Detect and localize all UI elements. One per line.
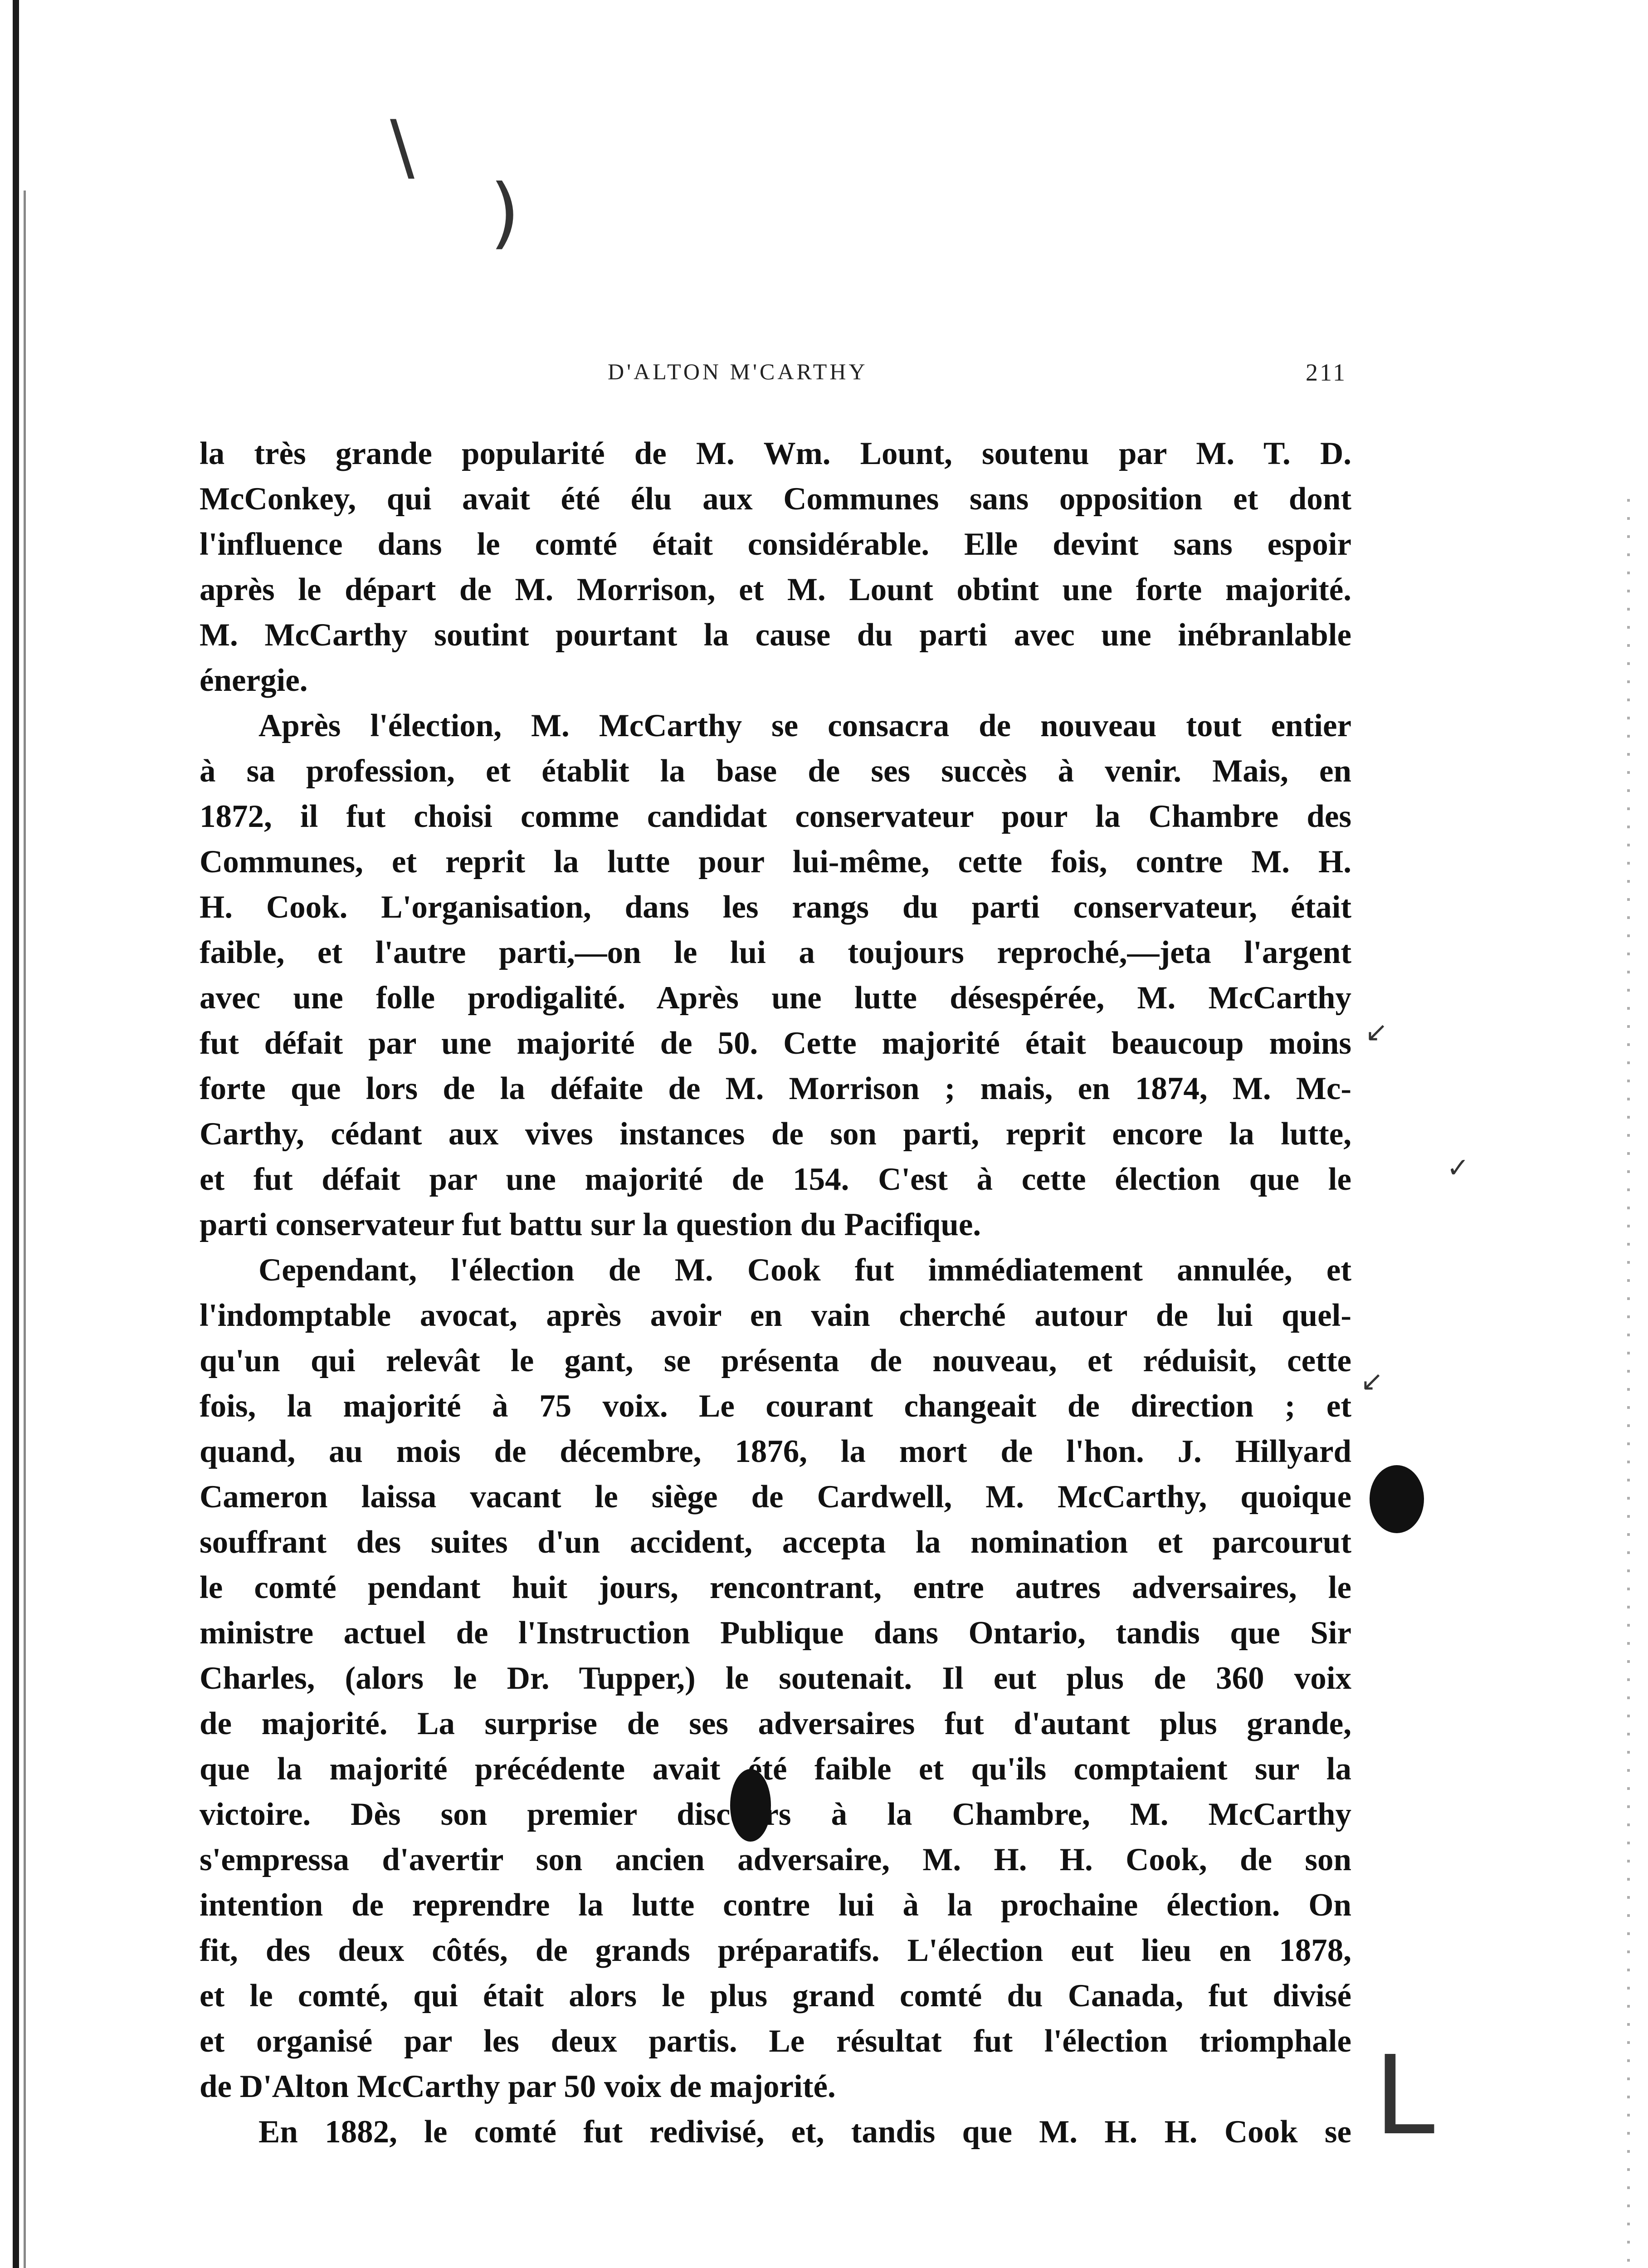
margin-tick-mark: ↙ [1365, 1016, 1388, 1048]
text-line: En 1882, le comté fut redivisé, et, tandis que M. H. H. Cook se [258, 2114, 1351, 2150]
text-line: Cependant, l'élection de M. Cook fut immédiatement annulée, et [258, 1252, 1351, 1288]
text-line: et le comté, qui était alors le plus grand comté du Canada, fut divisé [200, 1978, 1351, 2014]
margin-check-mark: ✓ [1447, 1152, 1470, 1184]
text-line: et fut défait par une majorité de 154. C'est à cette élection que le [200, 1162, 1351, 1197]
text-line: de D'Alton McCarthy par 50 voix de majorité. [200, 2069, 836, 2104]
text-line: énergie. [200, 663, 308, 698]
text-line: le comté pendant huit jours, rencontrant, entre autres adversaires, le [200, 1570, 1351, 1605]
text-line: forte que lors de la défaite de M. Morrison ; mais, en 1874, M. Mc- [200, 1071, 1351, 1106]
running-head: D'ALTON M'CARTHY [608, 359, 868, 384]
page-header [576, 358, 1347, 390]
page-number: 211 [1306, 359, 1347, 386]
text-line: fit, des deux côtés, de grands préparatifs. L'élection eut lieu en 1878, [200, 1933, 1351, 1968]
binding-edge-line [24, 191, 26, 2268]
text-line: parti conservateur fut battu sur la question du Pacifique. [200, 1207, 981, 1242]
text-line: avec une folle prodigalité. Après une lutte désespérée, M. McCarthy [200, 980, 1351, 1016]
text-line: M. McCarthy soutint pourtant la cause du parti avec une inébranlable [200, 617, 1351, 653]
text-line: Après l'élection, M. McCarthy se consacra de nouveau tout entier [258, 708, 1351, 743]
body-text [200, 431, 1351, 2155]
text-line: intention de reprendre la lutte contre lui à la prochaine élection. On [200, 1887, 1351, 1923]
margin-speckle [1627, 499, 1630, 2268]
text-line: et organisé par les deux partis. Le résultat fut l'élection triomphale [200, 2024, 1351, 2059]
text-line: fois, la majorité à 75 voix. Le courant changeait de direction ; et [200, 1388, 1351, 1424]
text-line: McConkey, qui avait été élu aux Communes sans opposition et dont [200, 481, 1351, 517]
text-line: de majorité. La surprise de ses adversaires fut d'autant plus grande, [200, 1706, 1351, 1741]
text-line: s'empressa d'avertir son ancien adversaire, M. H. H. Cook, de son [200, 1842, 1351, 1877]
text-line: à sa profession, et établit la base de ses succès à venir. Mais, en [200, 753, 1351, 789]
text-line: l'indomptable avocat, après avoir en vain cherché autour de lui quel- [200, 1298, 1351, 1333]
text-line: la très grande popularité de M. Wm. Lount, soutenu par M. T. D. [200, 436, 1351, 471]
text-line: Charles, (alors le Dr. Tupper,) le soutenait. Il eut plus de 360 voix [200, 1661, 1351, 1696]
text-line: souffrant des suites d'un accident, accepta la nomination et parcourut [200, 1525, 1351, 1560]
text-line: victoire. Dès son premier discours à la Chambre, M. McCarthy [200, 1797, 1351, 1832]
pencil-stroke-mark: \ [390, 104, 414, 189]
text-line: quand, au mois de décembre, 1876, la mort de l'hon. J. Hillyard [200, 1434, 1351, 1469]
margin-tick-mark-2: ↙ [1360, 1365, 1384, 1397]
text-line: que la majorité précédente avait été faible et qu'ils comptaient sur la [200, 1751, 1351, 1787]
text-line: Cameron laissa vacant le siège de Cardwell, M. McCarthy, quoique [200, 1479, 1351, 1515]
text-line: qu'un qui relevât le gant, se présenta de nouveau, et réduisit, cette [200, 1343, 1351, 1378]
text-line: l'influence dans le comté était considérable. Elle devint sans espoir [200, 527, 1351, 562]
text-line: H. Cook. L'organisation, dans les rangs du parti conservateur, était [200, 890, 1351, 925]
text-line: Communes, et reprit la lutte pour lui-même, cette fois, contre M. H. [200, 844, 1351, 880]
text-line: 1872, il fut choisi comme candidat conservateur pour la Chambre des [200, 799, 1351, 834]
ink-blot [1370, 1465, 1424, 1533]
pencil-corner-mark: L [1374, 2032, 1435, 2159]
text-line: faible, et l'autre parti,—on le lui a toujours reproché,—jeta l'argent [200, 935, 1351, 970]
binding-edge-shadow [13, 0, 19, 2268]
text-line: ministre actuel de l'Instruction Publique dans Ontario, tandis que Sir [200, 1615, 1351, 1651]
pencil-bracket-mark: ) [490, 168, 520, 258]
text-line: Carthy, cédant aux vives instances de son parti, reprit encore la lutte, [200, 1116, 1351, 1152]
text-line: fut défait par une majorité de 50. Cette majorité était beaucoup moins [200, 1026, 1351, 1061]
text-line: après le départ de M. Morrison, et M. Lount obtint une forte majorité. [200, 572, 1351, 607]
